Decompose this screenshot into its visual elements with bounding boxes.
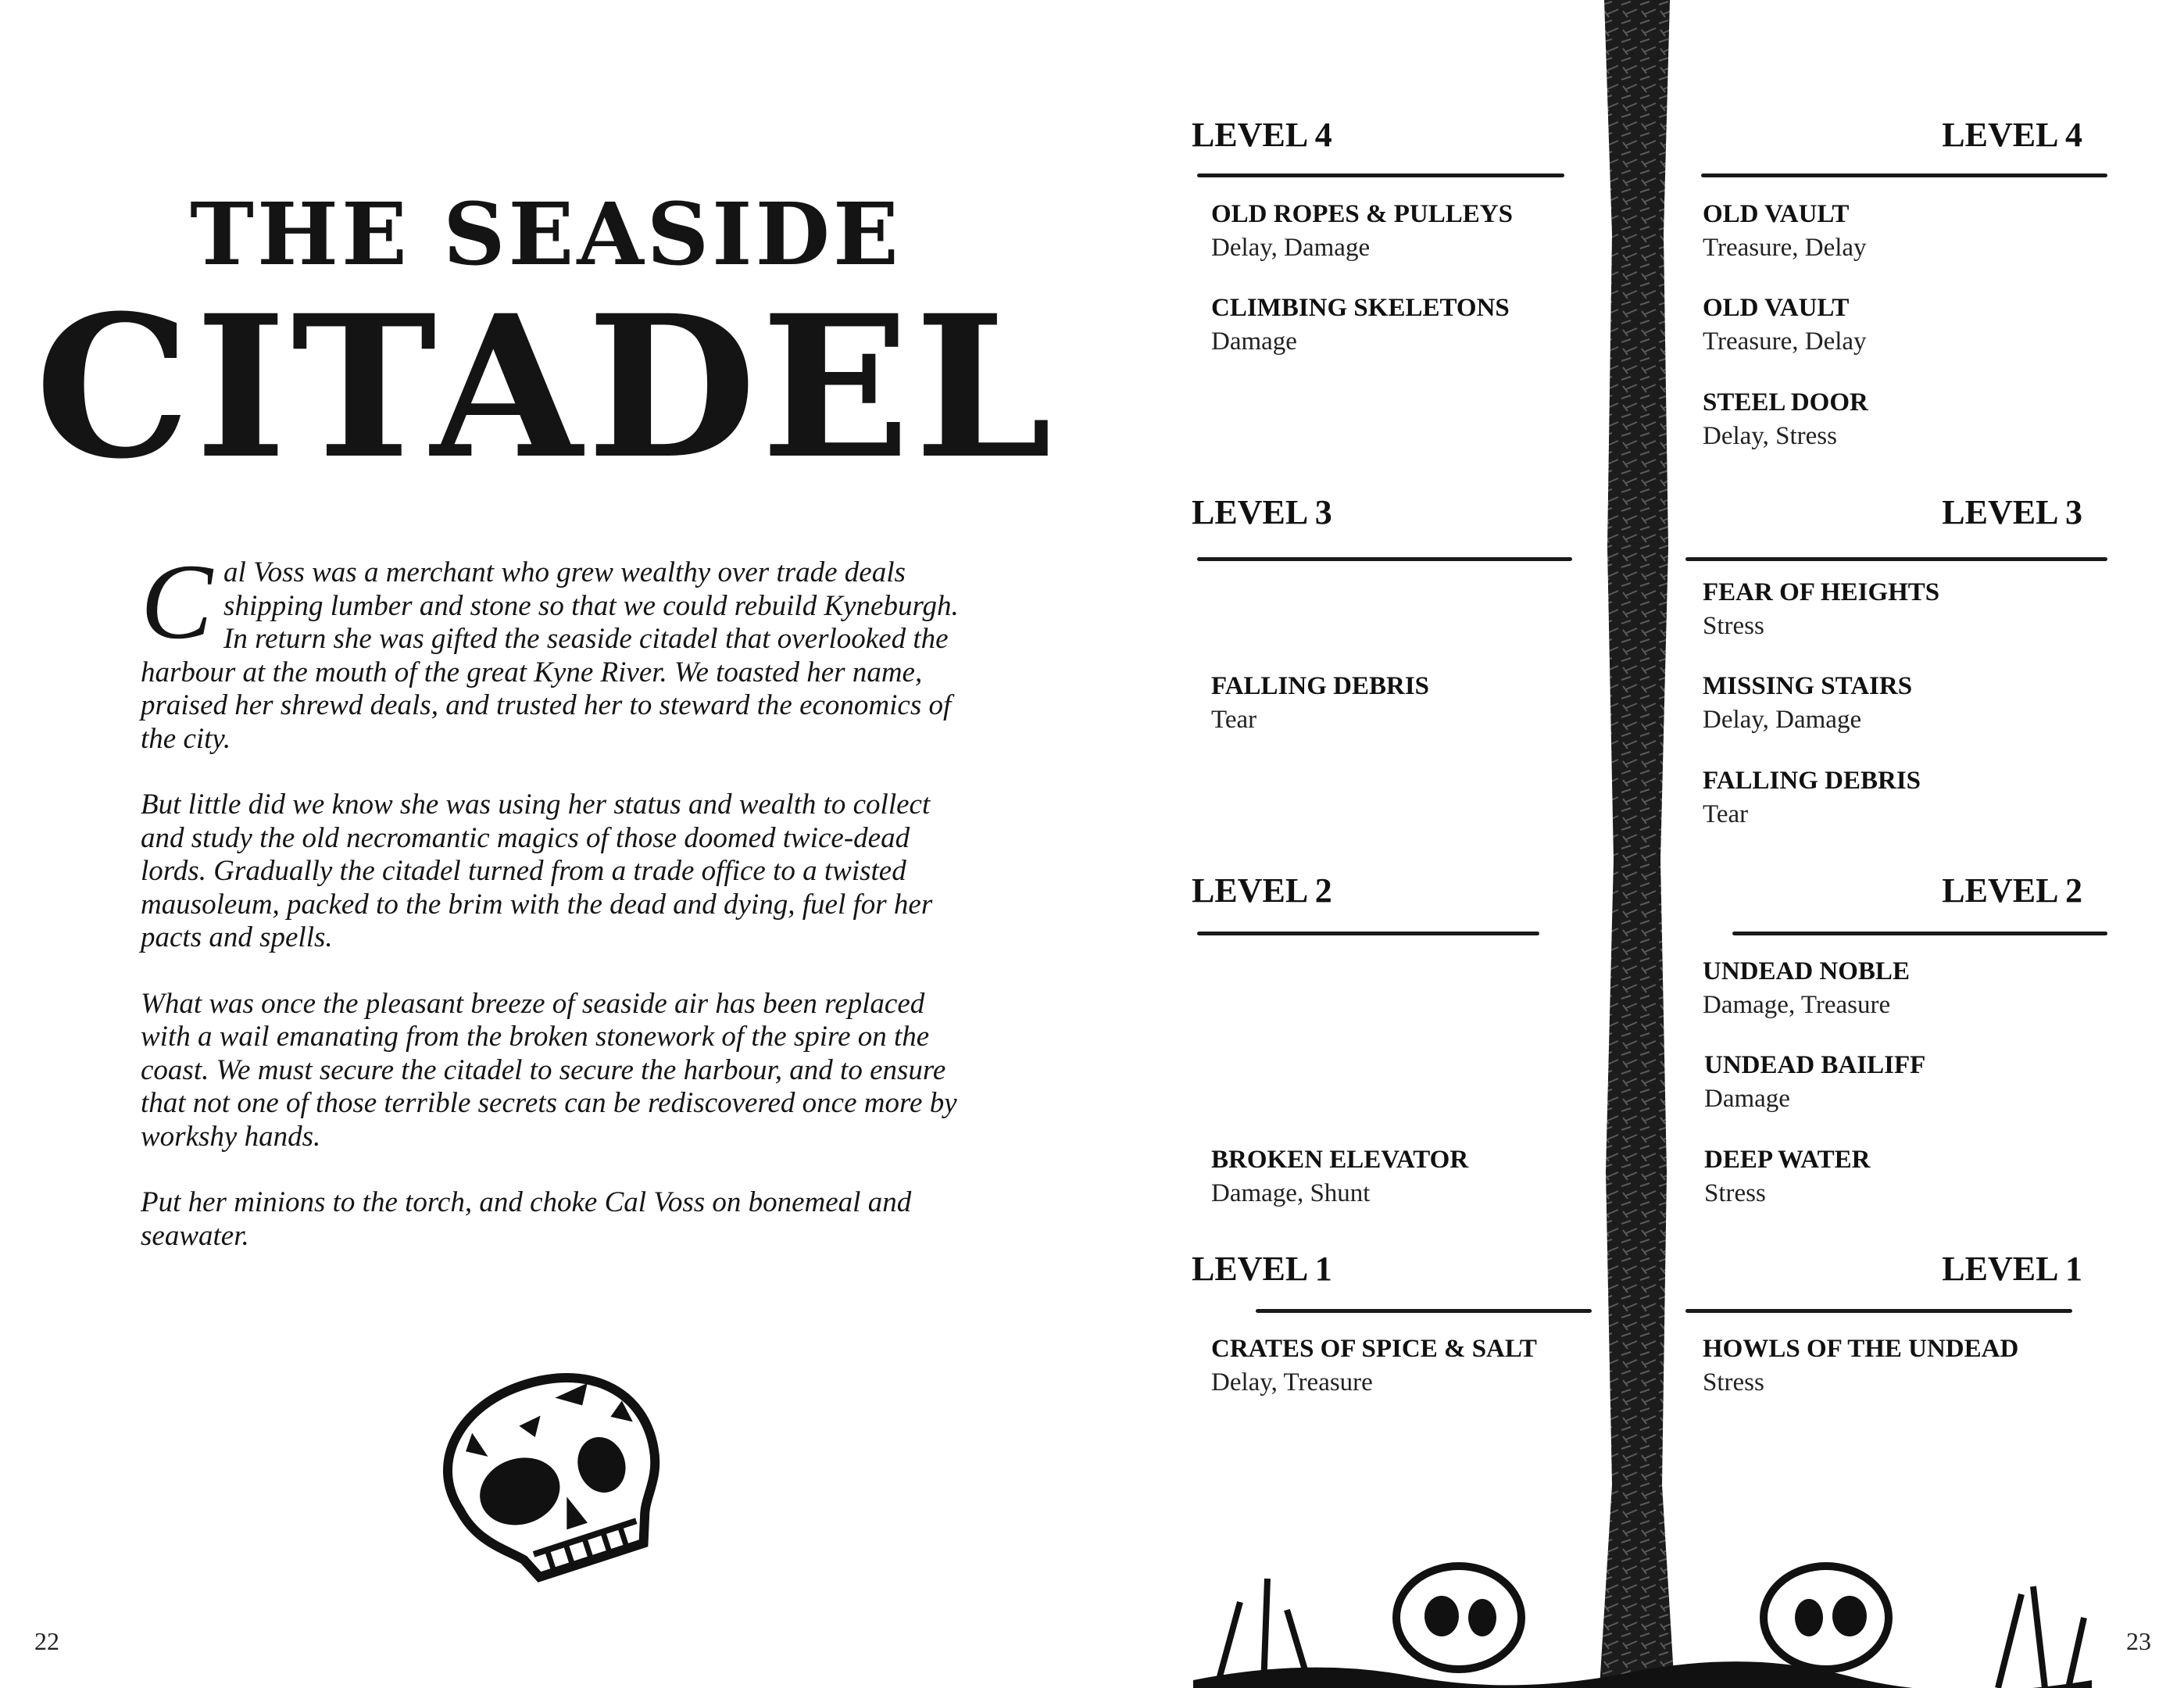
level-4-right-entry-2 [1703, 292, 1867, 359]
entry-tags: Damage [1211, 327, 1297, 356]
spine-column-icon [1582, 0, 1692, 1688]
level-2-right-entry-3 [1704, 1144, 1870, 1211]
entry-tags: Damage, Shunt [1211, 1179, 1371, 1207]
page-number-right: 23 [2126, 1627, 2151, 1655]
level-2-right-rule [1732, 932, 2107, 935]
entry-name: MISSING STAIRS [1703, 672, 1913, 700]
entry-name: FALLING DEBRIS [1211, 672, 1430, 700]
entry-name: OLD ROPES & PULLEYS [1211, 200, 1513, 228]
entry-name: HOWLS OF THE UNDEAD [1703, 1335, 2019, 1363]
page-number-left: 22 [34, 1627, 59, 1655]
level-4-right-entry-3 [1703, 387, 1868, 454]
entry-name: UNDEAD NOBLE [1703, 957, 1910, 985]
entry-tags: Treasure, Delay [1703, 234, 1867, 262]
level-1-left-rule [1256, 1309, 1592, 1313]
story-paragraph-3: What was once the pleasant breeze of seaside air has been replaced with a wail emanating from the broken stonework of the spire on the coast. We must secure the citadel to secure the harbour, and to ensure that not one of those terrible secrets can be rediscovered once more by workshy hands. [141, 987, 957, 1153]
entry-tags: Damage, Treasure [1703, 991, 1891, 1019]
level-1-right-rule [1685, 1309, 2072, 1313]
level-3-right-entry-3 [1703, 765, 1921, 832]
entry-tags: Delay, Damage [1703, 706, 1862, 734]
entry-tags: Tear [1703, 800, 1749, 828]
level-4-right-entry-1 [1703, 198, 1867, 266]
level-3-left-heading: LEVEL 3 [1192, 493, 1332, 531]
level-1-left-heading: LEVEL 1 [1192, 1250, 1332, 1288]
level-4-left-rule [1197, 173, 1564, 177]
entry-tags: Delay, Damage [1211, 234, 1371, 262]
entry-tags: Stress [1704, 1179, 1766, 1207]
level-2-left-entry-1 [1211, 1144, 1468, 1211]
title-line-1: THE SEASIDE [190, 184, 902, 284]
entry-tags: Stress [1703, 612, 1764, 640]
drop-cap: C [141, 542, 213, 661]
entry-tags: Tear [1211, 706, 1257, 734]
level-3-left-rule [1197, 557, 1572, 561]
level-4-right-rule [1701, 173, 2107, 177]
level-2-right-entry-1 [1703, 956, 1910, 1023]
level-4-left-heading: LEVEL 4 [1192, 116, 1332, 154]
story-paragraph-2: But little did we know she was using her status and wealth to collect and study the old necromantic magics of those doomed twice-dead lords. Gradually the citadel turned from a trade office to a twisted mausoleum, packed to the brim with the dead and dying, fuel for her pacts and spells. [141, 789, 933, 953]
paragraph-1-text: al Voss was a merchant who grew wealthy over trade deals shipping lumber and stone so that we could rebuild Kyneburgh. In return she was gifted the seaside citadel that overlooked the harbour at the mouth of the great Kyne River. We toasted her name, praised her shrewd deals, and trusted her to steward the economics of the city. [141, 556, 959, 755]
entry-name: UNDEAD BAILIFF [1704, 1051, 1926, 1079]
entry-tags: Delay, Treasure [1211, 1368, 1373, 1397]
level-3-right-entry-2 [1703, 671, 1912, 738]
entry-name: CRATES OF SPICE & SALT [1211, 1335, 1537, 1363]
level-3-right-rule [1685, 557, 2107, 561]
skull-icon [422, 1364, 680, 1590]
level-1-right-entry-1 [1703, 1333, 2018, 1400]
entry-tags: Delay, Stress [1703, 422, 1837, 450]
roots-and-skulls-icon [1193, 1555, 2092, 1688]
entry-name: CLIMBING SKELETONS [1211, 294, 1510, 322]
story-paragraph-4: Put her minions to the torch, and choke Cal Voss on bonemeal and seawater. [141, 1186, 912, 1252]
level-3-right-heading: LEVEL 3 [1942, 493, 2082, 531]
entry-name: FEAR OF HEIGHTS [1703, 578, 1940, 606]
level-2-left-heading: LEVEL 2 [1192, 871, 1332, 910]
level-1-left-entry-1 [1211, 1333, 1537, 1400]
entry-name: OLD VAULT [1703, 294, 1850, 322]
level-2-right-heading: LEVEL 2 [1942, 871, 2082, 910]
level-2-right-entry-2 [1704, 1050, 1925, 1117]
level-3-left-entry-1 [1211, 671, 1429, 738]
entry-tags: Treasure, Delay [1703, 327, 1867, 356]
entry-tags: Damage [1704, 1085, 1790, 1113]
entry-name: DEEP WATER [1704, 1146, 1871, 1174]
entry-name: OLD VAULT [1703, 200, 1850, 228]
level-1-right-heading: LEVEL 1 [1942, 1250, 2082, 1288]
level-4-left-entry-2 [1211, 292, 1510, 359]
right-page [1092, 0, 2184, 1688]
entry-tags: Stress [1703, 1368, 1764, 1397]
story-paragraph-1 [141, 542, 961, 756]
entry-name: BROKEN ELEVATOR [1211, 1146, 1469, 1174]
level-2-left-rule [1197, 932, 1539, 935]
level-4-right-heading: LEVEL 4 [1942, 116, 2082, 154]
entry-name: STEEL DOOR [1703, 388, 1868, 417]
level-4-left-entry-1 [1211, 198, 1513, 266]
entry-name: FALLING DEBRIS [1703, 767, 1921, 795]
title-line-2: CITADEL [34, 272, 1057, 502]
level-3-right-entry-1 [1703, 577, 1939, 644]
story-text [141, 542, 961, 1286]
